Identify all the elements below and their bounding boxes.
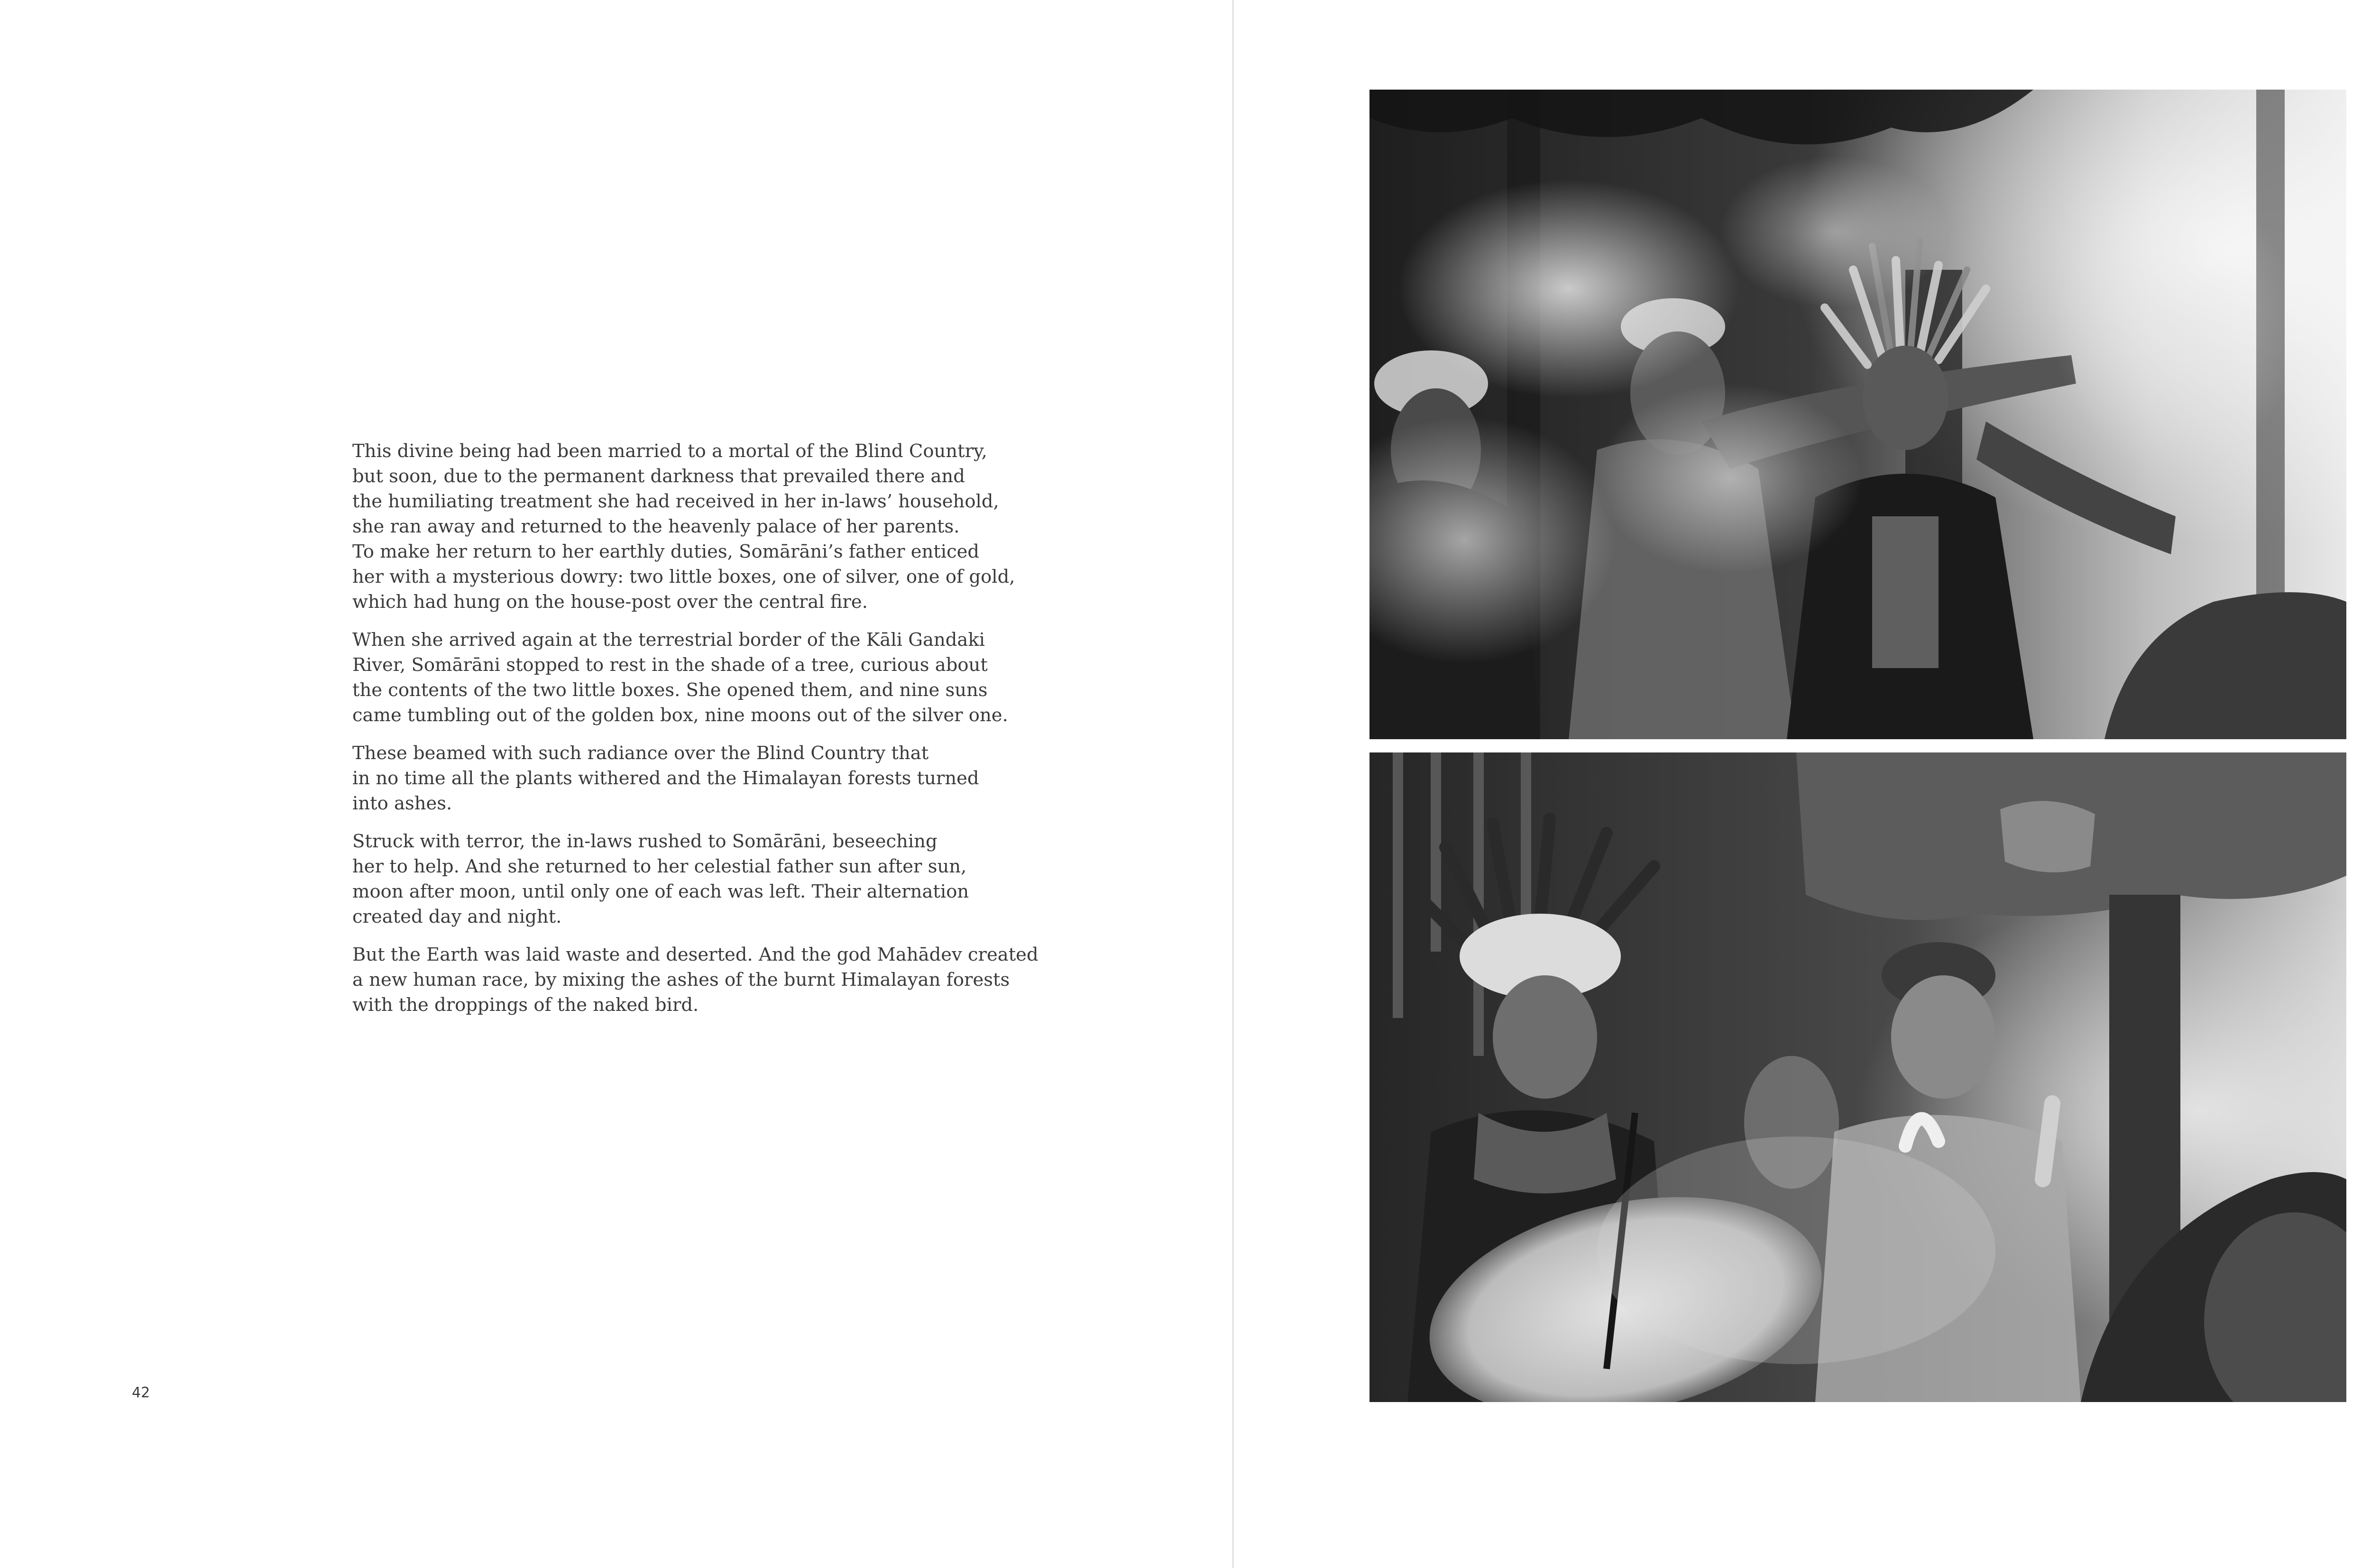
- paragraph-2: [352, 627, 1026, 728]
- text-line: created day and night.: [352, 906, 562, 927]
- text-line: a new human race, by mixing the ashes of the burnt Himalayan forests: [352, 969, 1010, 990]
- paragraph-3: [352, 741, 1026, 816]
- text-line: This divine being had been married to a mortal of the Blind Country,: [352, 440, 987, 462]
- text-line: To make her return to her earthly duties, Somārāni’s father enticed: [352, 541, 980, 562]
- text-line: into ashes.: [352, 793, 452, 814]
- photo-ritual-smoke: [1369, 90, 2346, 739]
- text-line: River, Somārāni stopped to rest in the shade of a tree, curious about: [352, 654, 988, 676]
- text-line: But the Earth was laid waste and deserted. And the god Mahādev created: [352, 944, 1038, 965]
- text-line: which had hung on the house-post over the central fire.: [352, 591, 868, 613]
- text-line: she ran away and returned to the heavenly palace of her parents.: [352, 516, 960, 537]
- photo-ritual-smoke-image: [1369, 90, 2346, 739]
- text-line: in no time all the plants withered and the Himalayan forests turned: [352, 768, 979, 789]
- body-text: [352, 439, 1038, 1030]
- text-line: These beamed with such radiance over the Blind Country that: [352, 743, 929, 764]
- text-line: with the droppings of the naked bird.: [352, 994, 699, 1016]
- paragraph-1: [352, 439, 1026, 614]
- text-line: the contents of the two little boxes. She opened them, and nine suns: [352, 679, 988, 701]
- page-number: 42: [132, 1385, 150, 1401]
- text-line: moon after moon, until only one of each was left. Their alternation: [352, 881, 969, 902]
- text-line: her to help. And she returned to her celestial father sun after sun,: [352, 856, 967, 877]
- photo-shaman-drum-image: [1369, 752, 2346, 1402]
- text-line: but soon, due to the permanent darkness that prevailed there and: [352, 466, 965, 487]
- paragraph-5: [352, 942, 1038, 1018]
- text-line: Struck with terror, the in-laws rushed to Somārāni, beseeching: [352, 831, 937, 852]
- text-line: her with a mysterious dowry: two little boxes, one of silver, one of gold,: [352, 566, 1015, 587]
- photo-shaman-drum: [1369, 752, 2346, 1402]
- text-line: When she arrived again at the terrestrial border of the Kāli Gandaki: [352, 629, 985, 651]
- text-line: the humiliating treatment she had received in her in-laws’ household,: [352, 491, 999, 512]
- paragraph-4: [352, 829, 1026, 929]
- text-line: came tumbling out of the golden box, nine moons out of the silver one.: [352, 705, 1008, 726]
